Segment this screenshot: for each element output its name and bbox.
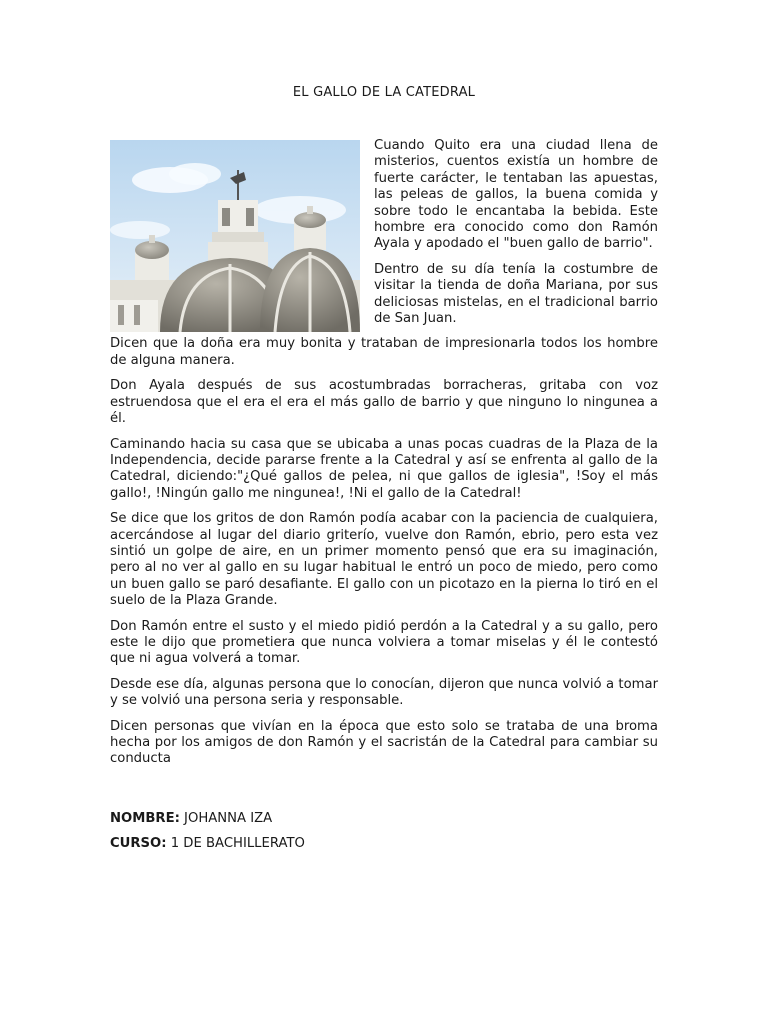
student-course-row: [110, 836, 658, 852]
paragraph-4: Don Ayala después de sus acostumbradas borracheras, gritaba con voz estruendosa que el era el era el más gallo de barrio y que ninguno lo ningunea a él.: [110, 378, 658, 427]
course-label: CURSO:: [110, 836, 167, 852]
paragraph-1: Cuando Quito era una ciudad llena de misterios, cuentos existía un hombre de fuerte carácter, le tentaban las apuestas, las peleas de gallos, la buena comida y sobre todo le encantaba la bebida. Este hombre era conocido como don Ramón Ayala y apodado el "buen gallo de barrio".: [374, 138, 658, 252]
paragraph-3: Dicen que la doña era muy bonita y trataban de impresionarla todos los hombre de alguna manera.: [110, 336, 658, 368]
paragraph-5: Caminando hacia su casa que se ubicaba a unas pocas cuadras de la Plaza de la Independencia, decide pararse frente a la Catedral y así se enfrenta al gallo de la Catedral, diciendo:"¿Qué gallos de pelea, ni que gallos de iglesia", !Soy el más gallo!, !Ningún gallo me ningunea!, !Ni el gallo de la Catedral!: [110, 436, 658, 501]
paragraph-2: Dentro de su día tenía la costumbre de visitar la tienda de doña Mariana, por sus deliciosas mistelas, en el tradicional barrio de San Juan.: [374, 261, 658, 327]
paragraph-9: Dicen personas que vivían en la época que esto solo se trataba de una broma hecha por los amigos de don Ramón y el sacristán de la Catedral para cambiar su conducta: [110, 718, 658, 767]
document-body: [110, 138, 658, 862]
cathedral-photo: [110, 140, 360, 332]
paragraph-7: Don Ramón entre el susto y el miedo pidió perdón a la Catedral y a su gallo, pero este le dijo que prometiera que nunca volviera a tomar miselas y él le contestó que ni agua volverá a tomar.: [110, 618, 658, 667]
paragraph-8: Desde ese día, algunas persona que lo conocían, dijeron que nunca volvió a tomar y se volvió una persona seria y responsable.: [110, 676, 658, 709]
name-value: JOHANNA IZA: [179, 810, 273, 826]
course-value: 1 DE BACHILLERATO: [166, 836, 305, 852]
name-label: NOMBRE:: [110, 810, 180, 826]
student-name-row: [110, 811, 658, 827]
paragraph-6: Se dice que los gritos de don Ramón podía acabar con la paciencia de cualquiera, acercándose al lugar del diario griterío, vuelve don Ramón, ebrio, pero esta vez sintió un golpe de aire, en un primer momento pensó que era su imaginación, pero al no ver al gallo en su lugar habitual le entró un poco de miedo, pero como un buen gallo se paró desafiante. El gallo con un picotazo en la pierna lo tiró en el suelo de la Plaza Grande.: [110, 511, 658, 609]
cathedral-domes-icon: [110, 140, 360, 332]
document-title: EL GALLO DE LA CATEDRAL: [292, 85, 476, 100]
section-spacer: [110, 777, 658, 811]
